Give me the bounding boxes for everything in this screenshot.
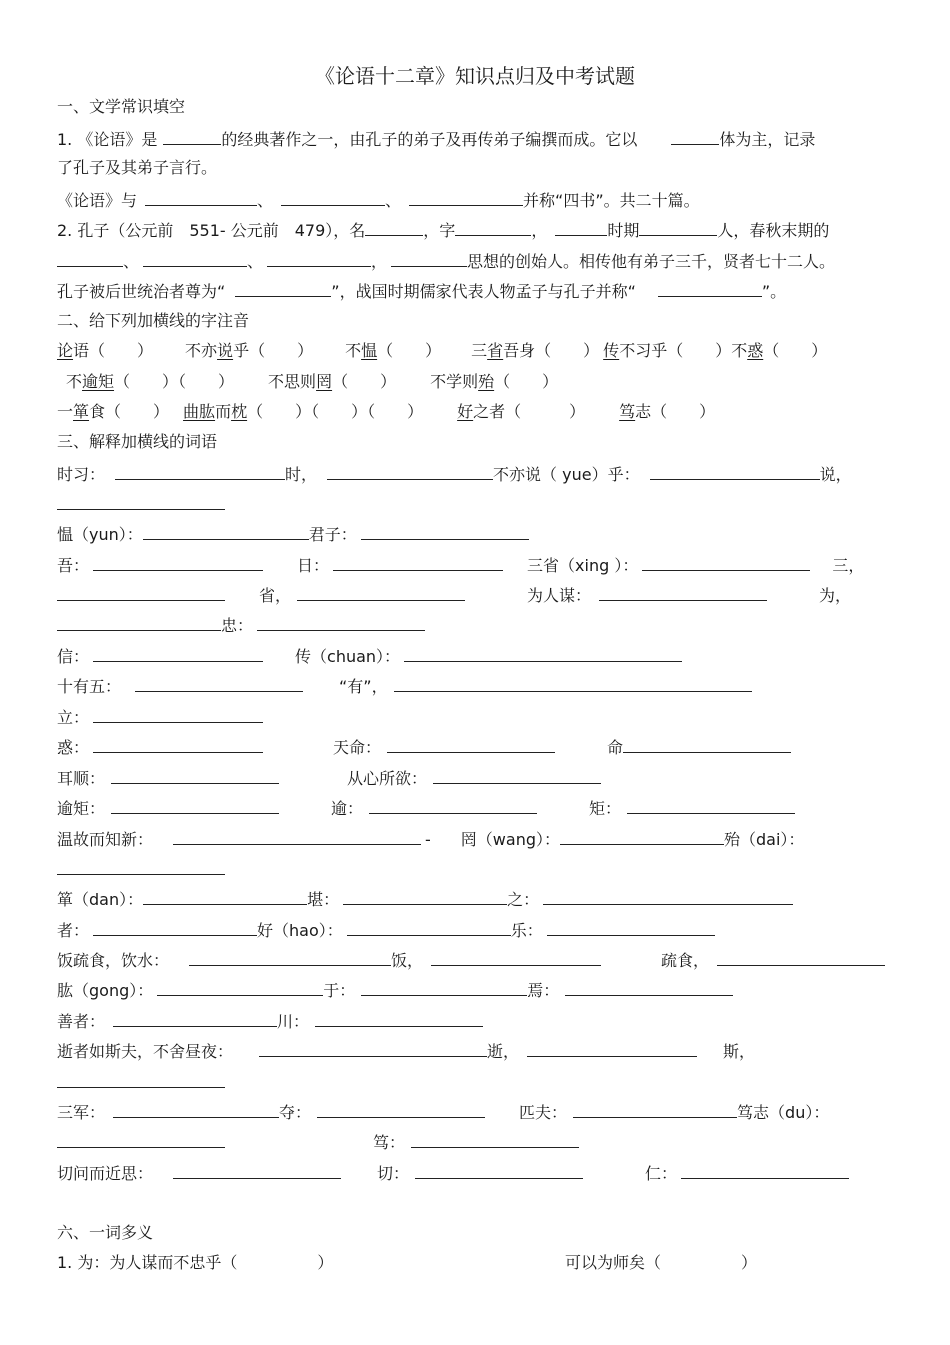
- blank[interactable]: [315, 1009, 483, 1027]
- blank[interactable]: [555, 218, 607, 236]
- blank[interactable]: [267, 249, 371, 267]
- explain-row: 耳顺： 从心所欲：: [57, 766, 601, 790]
- question-1-cont: 了孔子及其弟子言行。: [57, 158, 218, 177]
- question-1-books: 《论语》与 、 、 并称“四书”。共二十篇。: [57, 188, 700, 212]
- blank[interactable]: [627, 796, 795, 814]
- question-2-line: 2. 孔子（公元前 551- 公元前 479），名 ，字 ， 时期 人，春秋末期的: [57, 218, 829, 242]
- blank[interactable]: [93, 705, 263, 723]
- blank[interactable]: [257, 613, 425, 631]
- explain-row: 吾： 日： 三省（xing ）： 三，: [57, 553, 864, 577]
- question-2-cont: 、 、 ， 思想的创始人。相传他有弟子三千，贤者七十二人。: [57, 249, 835, 273]
- explain-row: 笃：: [57, 1130, 579, 1154]
- explain-row: 逝者如斯夫，不舍昼夜： 逝， 斯，: [57, 1039, 755, 1063]
- blank[interactable]: [650, 462, 820, 480]
- blank[interactable]: [111, 796, 279, 814]
- explain-row: 信： 传（chuan）：: [57, 644, 682, 668]
- blank[interactable]: [93, 918, 257, 936]
- blank[interactable]: [93, 644, 263, 662]
- section-heading-1: 一、文学常识填空: [57, 97, 186, 116]
- blank[interactable]: [163, 127, 221, 145]
- blank[interactable]: [365, 218, 423, 236]
- polysemy-row: 1. 为：为人谋而不忠乎（ ）: [57, 1253, 334, 1272]
- explain-row: [57, 1070, 225, 1094]
- explain-row: 善者： 川：: [57, 1009, 483, 1033]
- blank[interactable]: [361, 978, 527, 996]
- blank[interactable]: [369, 796, 537, 814]
- blank[interactable]: [599, 583, 767, 601]
- blank[interactable]: [143, 249, 247, 267]
- pinyin-row-1: 论语（ ） 不亦说乎（ ） 不愠（ ） 三省吾身（ ） 传不习乎（ ）不惑（ ）: [57, 341, 828, 360]
- blank[interactable]: [93, 553, 263, 571]
- blank[interactable]: [57, 583, 225, 601]
- question-2-title: 孔子被后世统治者尊为“ ”，战国时期儒家代表人物孟子与孔子并称“ ”。: [57, 279, 786, 303]
- blank[interactable]: [259, 1039, 487, 1057]
- blank[interactable]: [387, 735, 555, 753]
- explain-row: 温故而知新： - 罔（wang）： 殆（dai）：: [57, 827, 804, 851]
- section-heading-2: 二、给下列加横线的字注音: [57, 311, 250, 330]
- blank[interactable]: [404, 644, 682, 662]
- page-title: 《论语十二章》知识点归及中考试题: [315, 64, 635, 88]
- blank[interactable]: [394, 674, 752, 692]
- explain-row: [57, 857, 225, 881]
- blank[interactable]: [658, 279, 762, 297]
- blank[interactable]: [547, 918, 715, 936]
- explain-row: 逾矩： 逾： 矩：: [57, 796, 795, 820]
- blank[interactable]: [361, 522, 529, 540]
- blank[interactable]: [173, 827, 421, 845]
- explain-row: [57, 492, 225, 516]
- explain-row: 切问而近思： 切： 仁：: [57, 1161, 849, 1185]
- blank[interactable]: [143, 887, 307, 905]
- blank[interactable]: [135, 674, 303, 692]
- explain-row: 箪（dan）： 堪： 之：: [57, 887, 793, 911]
- pinyin-row-3: 一箪食（ ） 曲肱而枕（ ）（ ）（ ） 好之者（ ） 笃志（ ）: [57, 402, 716, 421]
- blank[interactable]: [297, 583, 465, 601]
- blank[interactable]: [391, 249, 467, 267]
- section-heading-6: 六、一词多义: [57, 1223, 154, 1242]
- explain-row: 立：: [57, 705, 263, 729]
- blank[interactable]: [560, 827, 724, 845]
- blank[interactable]: [431, 948, 601, 966]
- blank[interactable]: [565, 978, 733, 996]
- blank[interactable]: [717, 948, 885, 966]
- polysemy-row-b: 可以为师矣（ ）: [565, 1253, 758, 1272]
- blank[interactable]: [415, 1161, 583, 1179]
- blank[interactable]: [333, 553, 503, 571]
- pinyin-row-2: 不逾矩（ ）（ ） 不思则罔（ ） 不学则殆（ ）: [66, 372, 559, 391]
- blank[interactable]: [681, 1161, 849, 1179]
- blank[interactable]: [343, 887, 507, 905]
- blank[interactable]: [543, 887, 793, 905]
- blank[interactable]: [57, 1130, 225, 1148]
- section-heading-3: 三、解释加横线的词语: [57, 432, 218, 451]
- blank[interactable]: [57, 249, 123, 267]
- blank[interactable]: [57, 1070, 225, 1088]
- blank[interactable]: [57, 492, 225, 510]
- explain-row: 忠：: [57, 613, 425, 637]
- blank[interactable]: [671, 127, 719, 145]
- blank[interactable]: [143, 522, 309, 540]
- blank[interactable]: [347, 918, 511, 936]
- blank[interactable]: [409, 188, 523, 206]
- blank[interactable]: [113, 1009, 277, 1027]
- blank[interactable]: [281, 188, 385, 206]
- explain-row: 肱（gong）： 于： 焉：: [57, 978, 733, 1002]
- explain-row: 十有五： “有”，: [57, 674, 752, 698]
- explain-row: 者： 好（hao）： 乐：: [57, 918, 715, 942]
- explain-row: 三军： 夺： 匹夫： 笃志（du）：: [57, 1100, 829, 1124]
- blank[interactable]: [327, 462, 493, 480]
- question-1-line: 1. 《论语》是 的经典著作之一，由孔子的弟子及再传弟子编撰而成。它以 体为主，记录: [57, 127, 815, 151]
- blank[interactable]: [639, 218, 717, 236]
- blank[interactable]: [235, 279, 331, 297]
- explain-row: 惑： 天命： 命: [57, 735, 791, 759]
- explain-row: 省， 为人谋： 为，: [57, 583, 851, 607]
- blank[interactable]: [573, 1100, 737, 1118]
- blank[interactable]: [527, 1039, 697, 1057]
- blank[interactable]: [115, 462, 285, 480]
- blank[interactable]: [57, 857, 225, 875]
- blank[interactable]: [317, 1100, 485, 1118]
- blank[interactable]: [157, 978, 323, 996]
- blank[interactable]: [113, 1100, 279, 1118]
- blank[interactable]: [57, 613, 221, 631]
- explain-row: 愠（yun）： 君子：: [57, 522, 529, 546]
- explain-row: 饭疏食，饮水： 饭， 疏食，: [57, 948, 885, 972]
- blank[interactable]: [455, 218, 531, 236]
- blank[interactable]: [642, 553, 810, 571]
- explain-row: 时习： 时， 不亦说（ yue）乎： 说，: [57, 462, 852, 486]
- blank[interactable]: [173, 1161, 341, 1179]
- blank[interactable]: [433, 766, 601, 784]
- blank[interactable]: [623, 735, 791, 753]
- blank[interactable]: [411, 1130, 579, 1148]
- blank[interactable]: [93, 735, 263, 753]
- blank[interactable]: [111, 766, 279, 784]
- blank[interactable]: [189, 948, 391, 966]
- blank[interactable]: [145, 188, 257, 206]
